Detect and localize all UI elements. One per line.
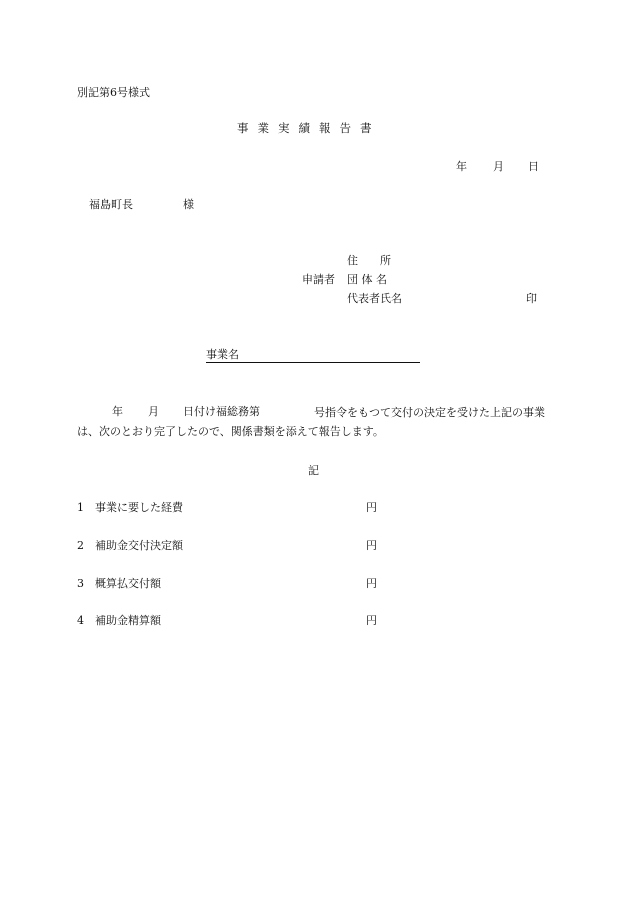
body-year: 年	[112, 405, 123, 418]
item-number: 2	[77, 539, 84, 552]
body-text: 号指令をもつて交付の決定を受けた上記の事業は、次のとおり完了したので、関係書類を添えて報告します。	[77, 406, 545, 438]
item-number: 3	[77, 577, 84, 590]
address-label: 住 所	[347, 254, 391, 267]
date-year: 年	[456, 160, 467, 173]
item-number: 1	[77, 501, 84, 514]
body-dated: 日付け福総務第	[183, 405, 260, 418]
project-label: 事業名	[206, 348, 239, 361]
representative-label: 代表者氏名	[347, 292, 402, 305]
body-month: 月	[148, 405, 159, 418]
date-month: 月	[493, 160, 504, 173]
applicant-role: 申請者	[302, 273, 335, 286]
item-unit: 円	[366, 501, 377, 514]
document-title: 事業実績報告書	[237, 121, 381, 135]
item-label: 概算払交付額	[95, 577, 161, 590]
ki-heading: 記	[308, 464, 319, 477]
item-unit: 円	[366, 577, 377, 590]
org-label: 団 体 名	[347, 273, 387, 286]
item-number: 4	[77, 614, 84, 627]
item-label: 補助金精算額	[95, 614, 161, 627]
item-unit: 円	[366, 539, 377, 552]
form-number: 別記第6号様式	[77, 86, 150, 99]
addressee-name: 福島町長	[89, 198, 133, 211]
seal-mark: 印	[526, 292, 537, 305]
item-label: 事業に要した経費	[95, 501, 183, 514]
item-label: 補助金交付決定額	[95, 539, 183, 552]
addressee-honorific: 様	[183, 198, 194, 211]
item-unit: 円	[366, 614, 377, 627]
date-day: 日	[528, 160, 539, 173]
